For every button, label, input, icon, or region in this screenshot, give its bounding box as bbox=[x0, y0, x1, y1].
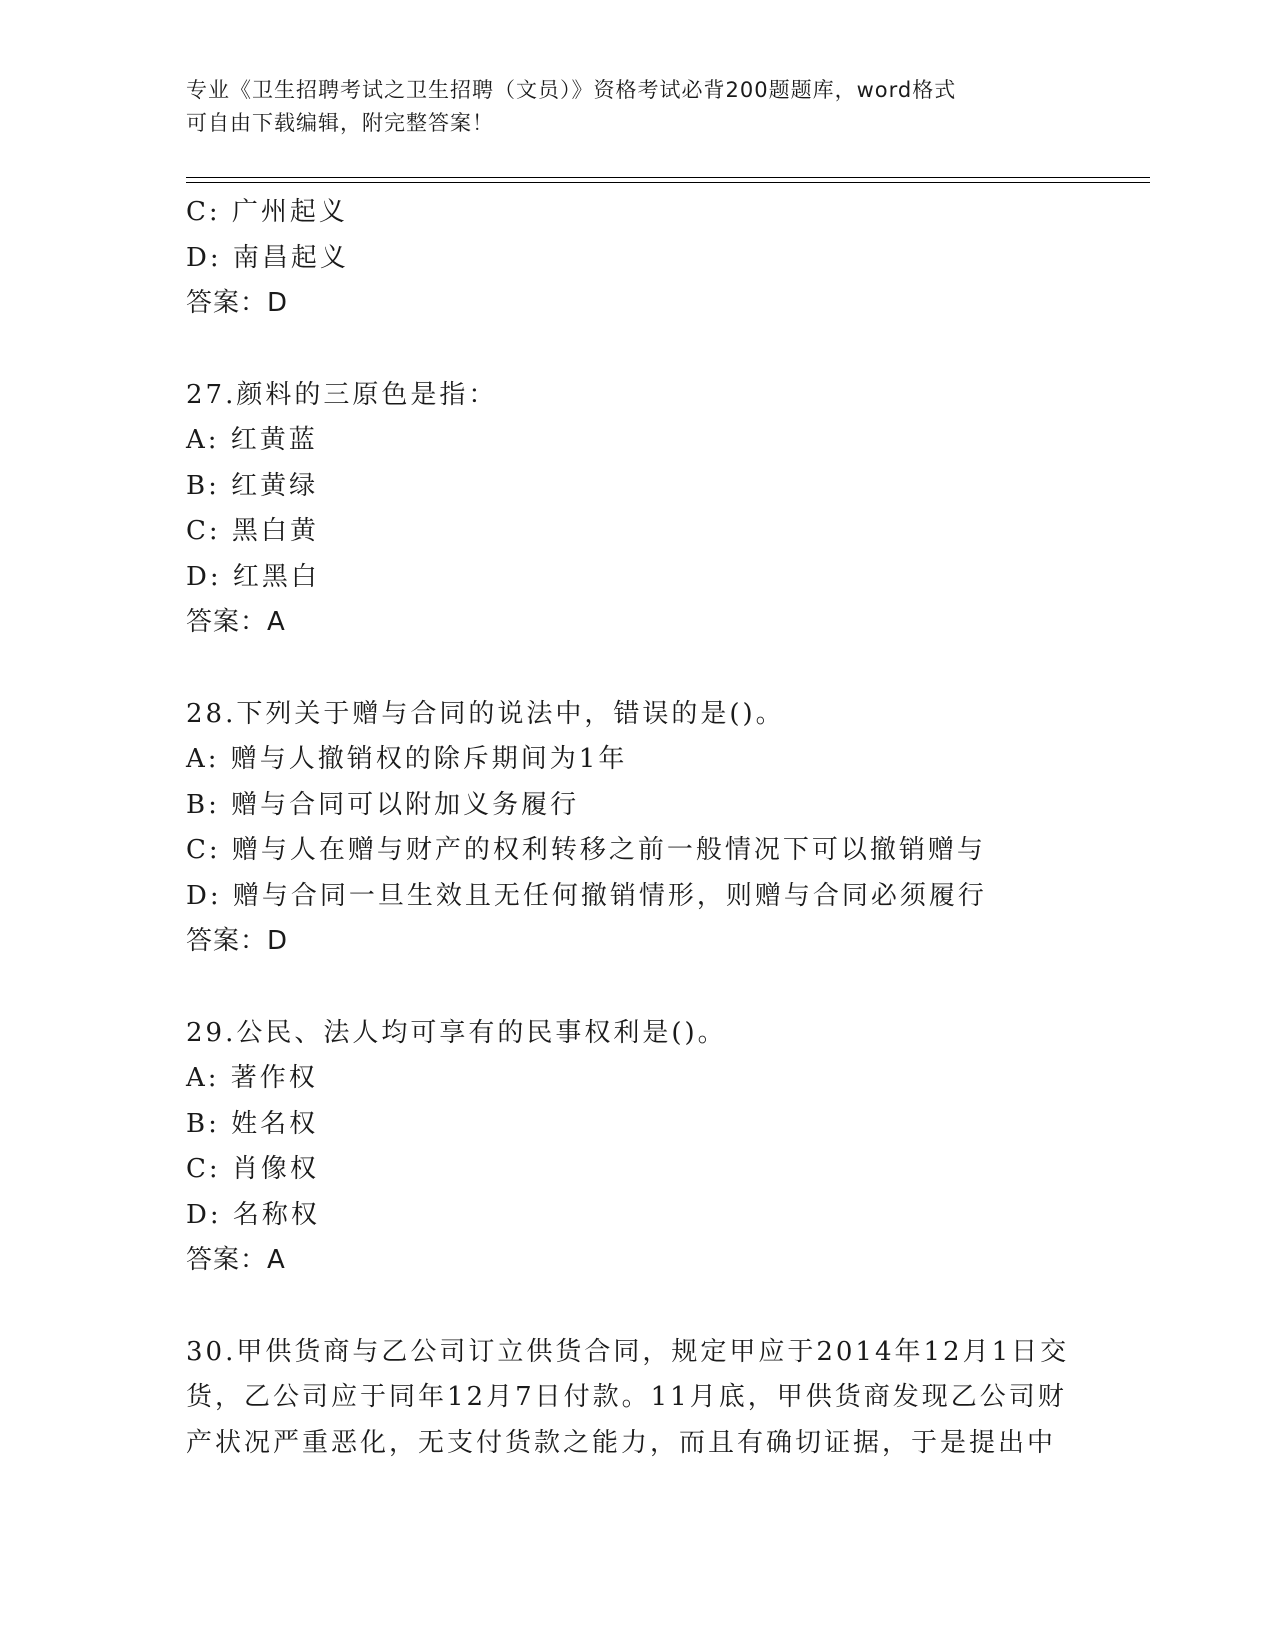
question-stem: 27.颜料的三原色是指： bbox=[186, 379, 498, 410]
option-d: D: 南昌起义 bbox=[186, 242, 349, 273]
option-b: B: 姓名权 bbox=[186, 1108, 319, 1139]
answer: 答案：D bbox=[186, 288, 289, 318]
option-c: C: 赠与人在赠与财产的权利转移之前一般情况下可以撤销赠与 bbox=[186, 835, 986, 865]
header-line-2: 可自由下载编辑，附完整答案！ bbox=[186, 111, 494, 135]
answer: 答案：A bbox=[186, 1245, 286, 1275]
question-28 bbox=[186, 692, 1086, 965]
question-stem: 28.下列关于赠与合同的说法中，错误的是()。 bbox=[186, 698, 785, 729]
question-29 bbox=[186, 1011, 1086, 1284]
option-c: C: 广州起义 bbox=[186, 197, 348, 227]
option-b: B: 红黄绿 bbox=[186, 470, 319, 501]
option-c: C: 肖像权 bbox=[186, 1154, 319, 1184]
question-30 bbox=[186, 1330, 1086, 1467]
answer: 答案：A bbox=[186, 607, 286, 637]
document-header bbox=[186, 74, 1066, 140]
option-b: B: 赠与合同可以附加义务履行 bbox=[186, 789, 580, 820]
question-prev bbox=[186, 190, 1086, 327]
header-divider-bottom bbox=[186, 182, 1150, 183]
header-line-1: 专业《卫生招聘考试之卫生招聘（文员）》资格考试必背200题题库，word格式 bbox=[186, 78, 957, 102]
question-27 bbox=[186, 373, 1086, 646]
question-list bbox=[186, 190, 1086, 1466]
option-d: D: 赠与合同一旦生效且无任何撤销情形，则赠与合同必须履行 bbox=[186, 880, 987, 911]
option-d: D: 红黑白 bbox=[186, 561, 320, 592]
option-c: C: 黑白黄 bbox=[186, 516, 319, 546]
option-a: A: 红黄蓝 bbox=[186, 425, 318, 455]
answer: 答案：D bbox=[186, 926, 289, 956]
header-divider-top bbox=[186, 177, 1150, 178]
question-stem-line-1: 30.甲供货商与乙公司订立供货合同，规定甲应于2014年12月1日交 bbox=[186, 1336, 1070, 1367]
question-stem: 29.公民、法人均可享有的民事权利是()。 bbox=[186, 1017, 727, 1048]
option-a: A: 赠与人撤销权的除斥期间为1年 bbox=[186, 744, 628, 774]
question-stem-line-3: 产状况严重恶化，无支付货款之能力，而且有确切证据，于是提出中 bbox=[186, 1427, 1057, 1458]
question-stem-line-2: 货，乙公司应于同年12月7日付款。11月底，甲供货商发现乙公司财 bbox=[186, 1382, 1067, 1412]
option-a: A: 著作权 bbox=[186, 1063, 318, 1093]
option-d: D: 名称权 bbox=[186, 1199, 320, 1230]
